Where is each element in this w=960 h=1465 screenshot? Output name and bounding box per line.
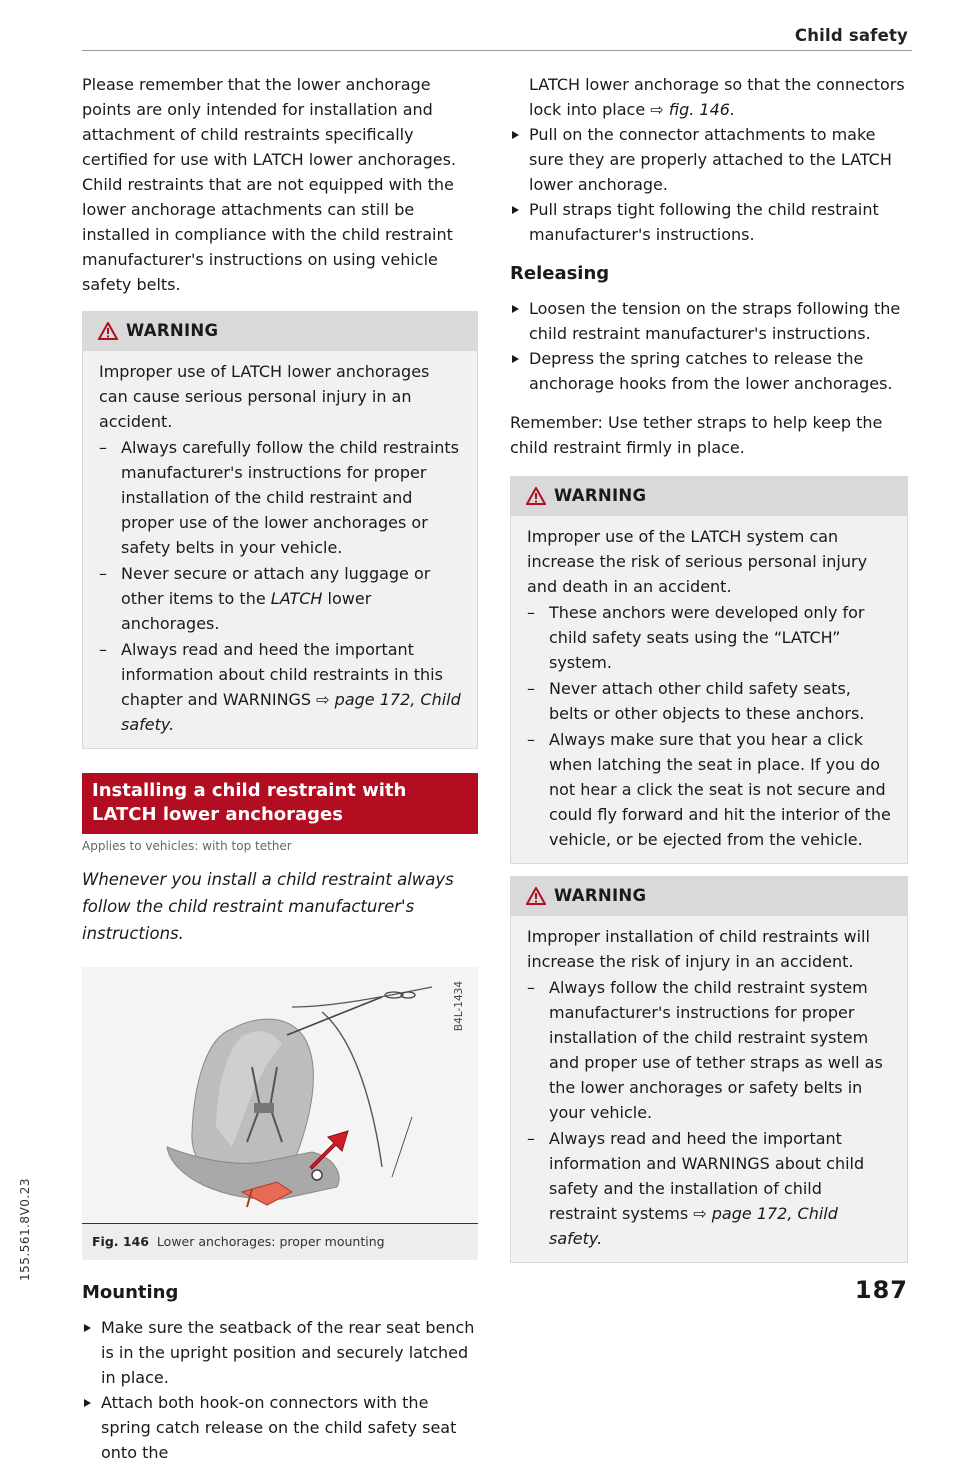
page-number: 187 xyxy=(854,1276,908,1304)
figure-146 xyxy=(82,967,478,1260)
warning-item: – Always make sure that you hear a click when latching the seat in place. If you do not hear a click the seat is not secure and could fly forward and hit the interior of the vehicle, or be ejected from the vehicle. xyxy=(527,727,893,852)
right-column xyxy=(510,72,908,1287)
warning-box-latch-system xyxy=(510,476,908,864)
warning-item: – These anchors were developed only for child safety seats using the “LATCH” system. xyxy=(527,600,893,675)
figure-id: B4L-1434 xyxy=(453,981,465,1032)
mounting-step: Make sure the seatback of the rear seat bench is in the upright position and securely latched in place. xyxy=(82,1315,478,1390)
warning-item: – Always follow the child restraint system manufacturer's instructions for proper installation of the child restraint system and proper use of tether straps as well as the lower anchorages or safety belts in your vehicle. xyxy=(527,975,893,1125)
warning-box-latch xyxy=(82,311,478,749)
warning-item: – Never secure or attach any luggage or other items to the LATCH lower anchorages. xyxy=(99,561,463,636)
mounting-heading: Mounting xyxy=(82,1282,179,1303)
warning-triangle-icon xyxy=(526,887,546,905)
warning-item: – Never attach other child safety seats, belts or other objects to these anchors. xyxy=(527,676,893,726)
warning-intro: Improper installation of child restraints will increase the risk of injury in an accident. xyxy=(527,927,870,971)
mounting-step: Attach both hook-on connectors with the spring catch release on the child safety seat onto the xyxy=(82,1390,478,1465)
warning-box-installation xyxy=(510,876,908,1263)
figure-label: Fig. 146 xyxy=(92,1234,149,1249)
releasing-step: Depress the spring catches to release the anchorage hooks from the lower anchorages. xyxy=(510,346,908,396)
warning-title: WARNING xyxy=(554,486,647,505)
mounting-step-continued: LATCH lower anchorage so that the connectors lock into place ⇨ fig. 146. xyxy=(529,75,905,119)
warning-header xyxy=(82,311,478,351)
figure-caption-text: Lower anchorages: proper mounting xyxy=(156,1234,385,1249)
applies-to: Applies to vehicles: with top tether xyxy=(82,839,292,853)
figure-reference-link[interactable]: ⇨ fig. 146. xyxy=(650,100,736,119)
warning-title: WARNING xyxy=(554,886,647,905)
warning-item: – Always read and heed the important information about child restraints in this chapter and WARNINGS ⇨ page 172, Child safety. xyxy=(99,637,463,737)
figure-caption xyxy=(82,1224,478,1260)
warning-triangle-icon xyxy=(98,322,118,340)
warning-body xyxy=(510,916,908,1263)
warning-intro: Improper use of the LATCH system can increase the risk of serious personal injury and death in an accident. xyxy=(527,527,868,596)
warning-title: WARNING xyxy=(126,321,219,340)
warning-body xyxy=(82,351,478,749)
intro-paragraph: Please remember that the lower anchorage points are only intended for installation and attachment of child restraints specifically certified for use with LATCH lower anchorages. Child restraints that are not equipped with the lower anchorage attachments can still be installed in compliance with the child restraint manufacturer's instructions on using vehicle safety belts. xyxy=(82,75,457,294)
section-title: Child safety xyxy=(794,26,908,45)
warning-header xyxy=(510,476,908,516)
releasing-step: Loosen the tension on the straps following the child restraint manufacturer's instructions. xyxy=(510,296,908,346)
releasing-heading: Releasing xyxy=(510,263,610,284)
remember-note: Remember: Use tether straps to help keep the child restraint firmly in place. xyxy=(510,413,883,457)
page-reference-link[interactable]: ⇨ page 172, Child safety. xyxy=(121,690,461,734)
warning-body xyxy=(510,516,908,864)
warning-triangle-icon xyxy=(526,487,546,505)
warning-item: – Always read and heed the important information and WARNINGS about child safety and the installation of child restraint systems ⇨ page 172, Child safety. xyxy=(527,1126,893,1251)
header-rule xyxy=(82,50,912,51)
warning-intro: Improper use of LATCH lower anchorages can cause serious personal injury in an accident. xyxy=(99,362,430,431)
warning-item: – Always carefully follow the child restraints manufacturer's instructions for proper installation of the child restraint and proper use of the lower anchorages or safety belts in your vehicle. xyxy=(99,435,463,560)
document-code: 155.561.8V0.23 xyxy=(18,1178,32,1281)
child-seat-illustration xyxy=(82,967,478,1224)
warning-header xyxy=(510,876,908,916)
section-intro: Whenever you install a child restraint always follow the child restraint manufacturer's instructions. xyxy=(82,870,454,943)
section-heading: Installing a child restraint with LATCH lower anchorages xyxy=(82,773,478,834)
mounting-step: Pull on the connector attachments to make sure they are properly attached to the LATCH lower anchorage. xyxy=(510,122,908,197)
child-seat-drawing xyxy=(82,967,478,1223)
left-column xyxy=(82,72,478,1465)
mounting-step: Pull straps tight following the child restraint manufacturer's instructions. xyxy=(510,197,908,247)
page-reference-link[interactable]: ⇨ page 172, Child safety. xyxy=(549,1204,838,1248)
